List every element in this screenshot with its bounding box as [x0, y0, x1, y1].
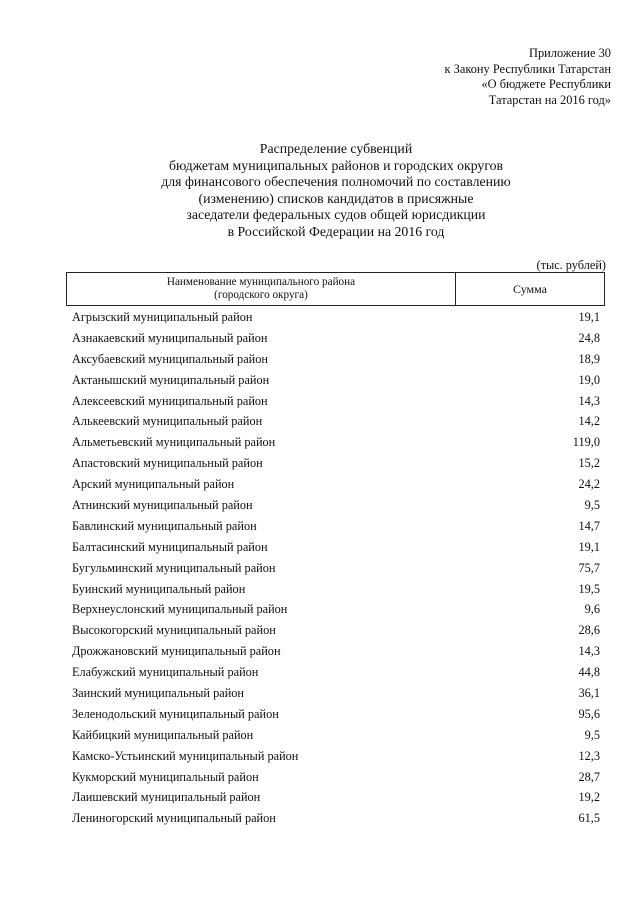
- amount-value: 28,7: [578, 769, 600, 784]
- district-name: Кайбицкий муниципальный район: [72, 727, 254, 742]
- table-header: [66, 272, 605, 306]
- table-row: [72, 537, 600, 558]
- table-row: [72, 411, 600, 432]
- table-row: [72, 516, 600, 537]
- table-row: [72, 307, 600, 328]
- district-name: Лаишевский муниципальный район: [72, 790, 261, 805]
- district-name: Буинский муниципальный район: [72, 581, 246, 596]
- table-row: [72, 599, 600, 620]
- district-name: Арский муниципальный район: [72, 477, 235, 492]
- amount-value: 19,1: [578, 309, 600, 324]
- title-line: для финансового обеспечения полномочий по составлению: [161, 174, 511, 190]
- title-line: бюджетам муниципальных районов и городских округов: [168, 157, 504, 173]
- amount-value: 14,2: [578, 414, 600, 429]
- district-name: Азнакаевский муниципальный район: [72, 330, 268, 345]
- district-name: Верхнеуслонский муниципальный район: [72, 602, 288, 617]
- amount-value: 44,8: [578, 665, 600, 680]
- amount-value: 24,2: [578, 477, 600, 492]
- amount-value: 95,6: [578, 706, 600, 721]
- units-label: (тыс. рублей): [536, 258, 606, 272]
- district-name: Бугульминский муниципальный район: [72, 560, 276, 575]
- amount-value: 12,3: [578, 748, 600, 763]
- district-name: Бавлинский муниципальный район: [72, 518, 257, 533]
- column-header-name: [67, 273, 456, 305]
- table-row: [72, 453, 600, 474]
- district-name: Высокогорский муниципальный район: [72, 623, 276, 638]
- appendix-note: [445, 46, 612, 108]
- table-row: [72, 767, 600, 788]
- amount-value: 36,1: [578, 685, 600, 700]
- title-line: заседатели федеральных судов общей юрисдикции: [186, 207, 486, 223]
- district-name: Заинский муниципальный район: [72, 685, 245, 700]
- table-row: [72, 349, 600, 370]
- amount-value: 14,7: [578, 518, 600, 533]
- district-name: Актанышский муниципальный район: [72, 372, 270, 387]
- column-header-name-line1: Наименование муниципального района: [166, 276, 356, 288]
- district-name: Альметьевский муниципальный район: [72, 435, 276, 450]
- district-name: Атнинский муниципальный район: [72, 497, 253, 512]
- table-row: [72, 704, 600, 725]
- amount-value: 18,9: [578, 351, 600, 366]
- table-row: [72, 620, 600, 641]
- table-row: [72, 391, 600, 412]
- amount-value: 14,3: [578, 393, 600, 408]
- column-header-name-line2: (городского округа): [214, 289, 308, 301]
- title-line: Распределение субвенций: [259, 141, 413, 156]
- amount-value: 119,0: [572, 435, 600, 450]
- appendix-line: Приложение 30: [529, 46, 611, 60]
- table-body: [72, 307, 600, 829]
- amount-value: 9,5: [584, 727, 600, 742]
- district-name: Агрызский муниципальный район: [72, 309, 253, 324]
- amount-value: 19,0: [578, 372, 600, 387]
- table-row: [72, 328, 600, 349]
- table-row: [72, 579, 600, 600]
- district-name: Лениногорский муниципальный район: [72, 811, 276, 826]
- amount-value: 15,2: [578, 456, 600, 471]
- table-row: [72, 432, 600, 453]
- title-line: (изменению) списков кандидатов в присяжные: [198, 190, 474, 206]
- amount-value: 61,5: [578, 811, 600, 826]
- document-title: [100, 141, 572, 241]
- district-name: Елабужский муниципальный район: [72, 665, 259, 680]
- district-name: Аксубаевский муниципальный район: [72, 351, 268, 366]
- amount-value: 19,1: [578, 539, 600, 554]
- table-row: [72, 641, 600, 662]
- table-row: [72, 746, 600, 767]
- amount-value: 24,8: [578, 330, 600, 345]
- appendix-line: Татарстан на 2016 год»: [488, 92, 611, 107]
- amount-value: 75,7: [578, 560, 600, 575]
- amount-value: 9,6: [584, 602, 600, 617]
- district-name: Алькеевский муниципальный район: [72, 414, 263, 429]
- district-name: Кукморский муниципальный район: [72, 769, 259, 784]
- table-row: [72, 662, 600, 683]
- appendix-line: «О бюджете Республики: [481, 77, 611, 91]
- district-name: Зеленодольский муниципальный район: [72, 706, 279, 721]
- title-line: в Российской Федерации на 2016 год: [227, 223, 445, 239]
- table-row: [72, 725, 600, 746]
- district-name: Камско-Устьинский муниципальный район: [72, 748, 299, 763]
- table-row: [72, 558, 600, 579]
- amount-value: 9,5: [584, 497, 600, 512]
- appendix-line: к Закону Республики Татарстан: [444, 61, 611, 76]
- district-name: Дрожжановский муниципальный район: [72, 644, 281, 659]
- table-row: [72, 495, 600, 516]
- table-row: [72, 808, 600, 829]
- column-header-sum: Сумма: [513, 281, 547, 296]
- amount-value: 19,2: [578, 790, 600, 805]
- table-row: [72, 683, 600, 704]
- amount-value: 19,5: [578, 581, 600, 596]
- amount-value: 14,3: [578, 644, 600, 659]
- district-name: Балтасинский муниципальный район: [72, 539, 268, 554]
- amount-value: 28,6: [578, 623, 600, 638]
- table-row: [72, 370, 600, 391]
- district-name: Алексеевский муниципальный район: [72, 393, 268, 408]
- table-row: [72, 474, 600, 495]
- district-name: Апастовский муниципальный район: [72, 456, 263, 471]
- table-row: [72, 787, 600, 808]
